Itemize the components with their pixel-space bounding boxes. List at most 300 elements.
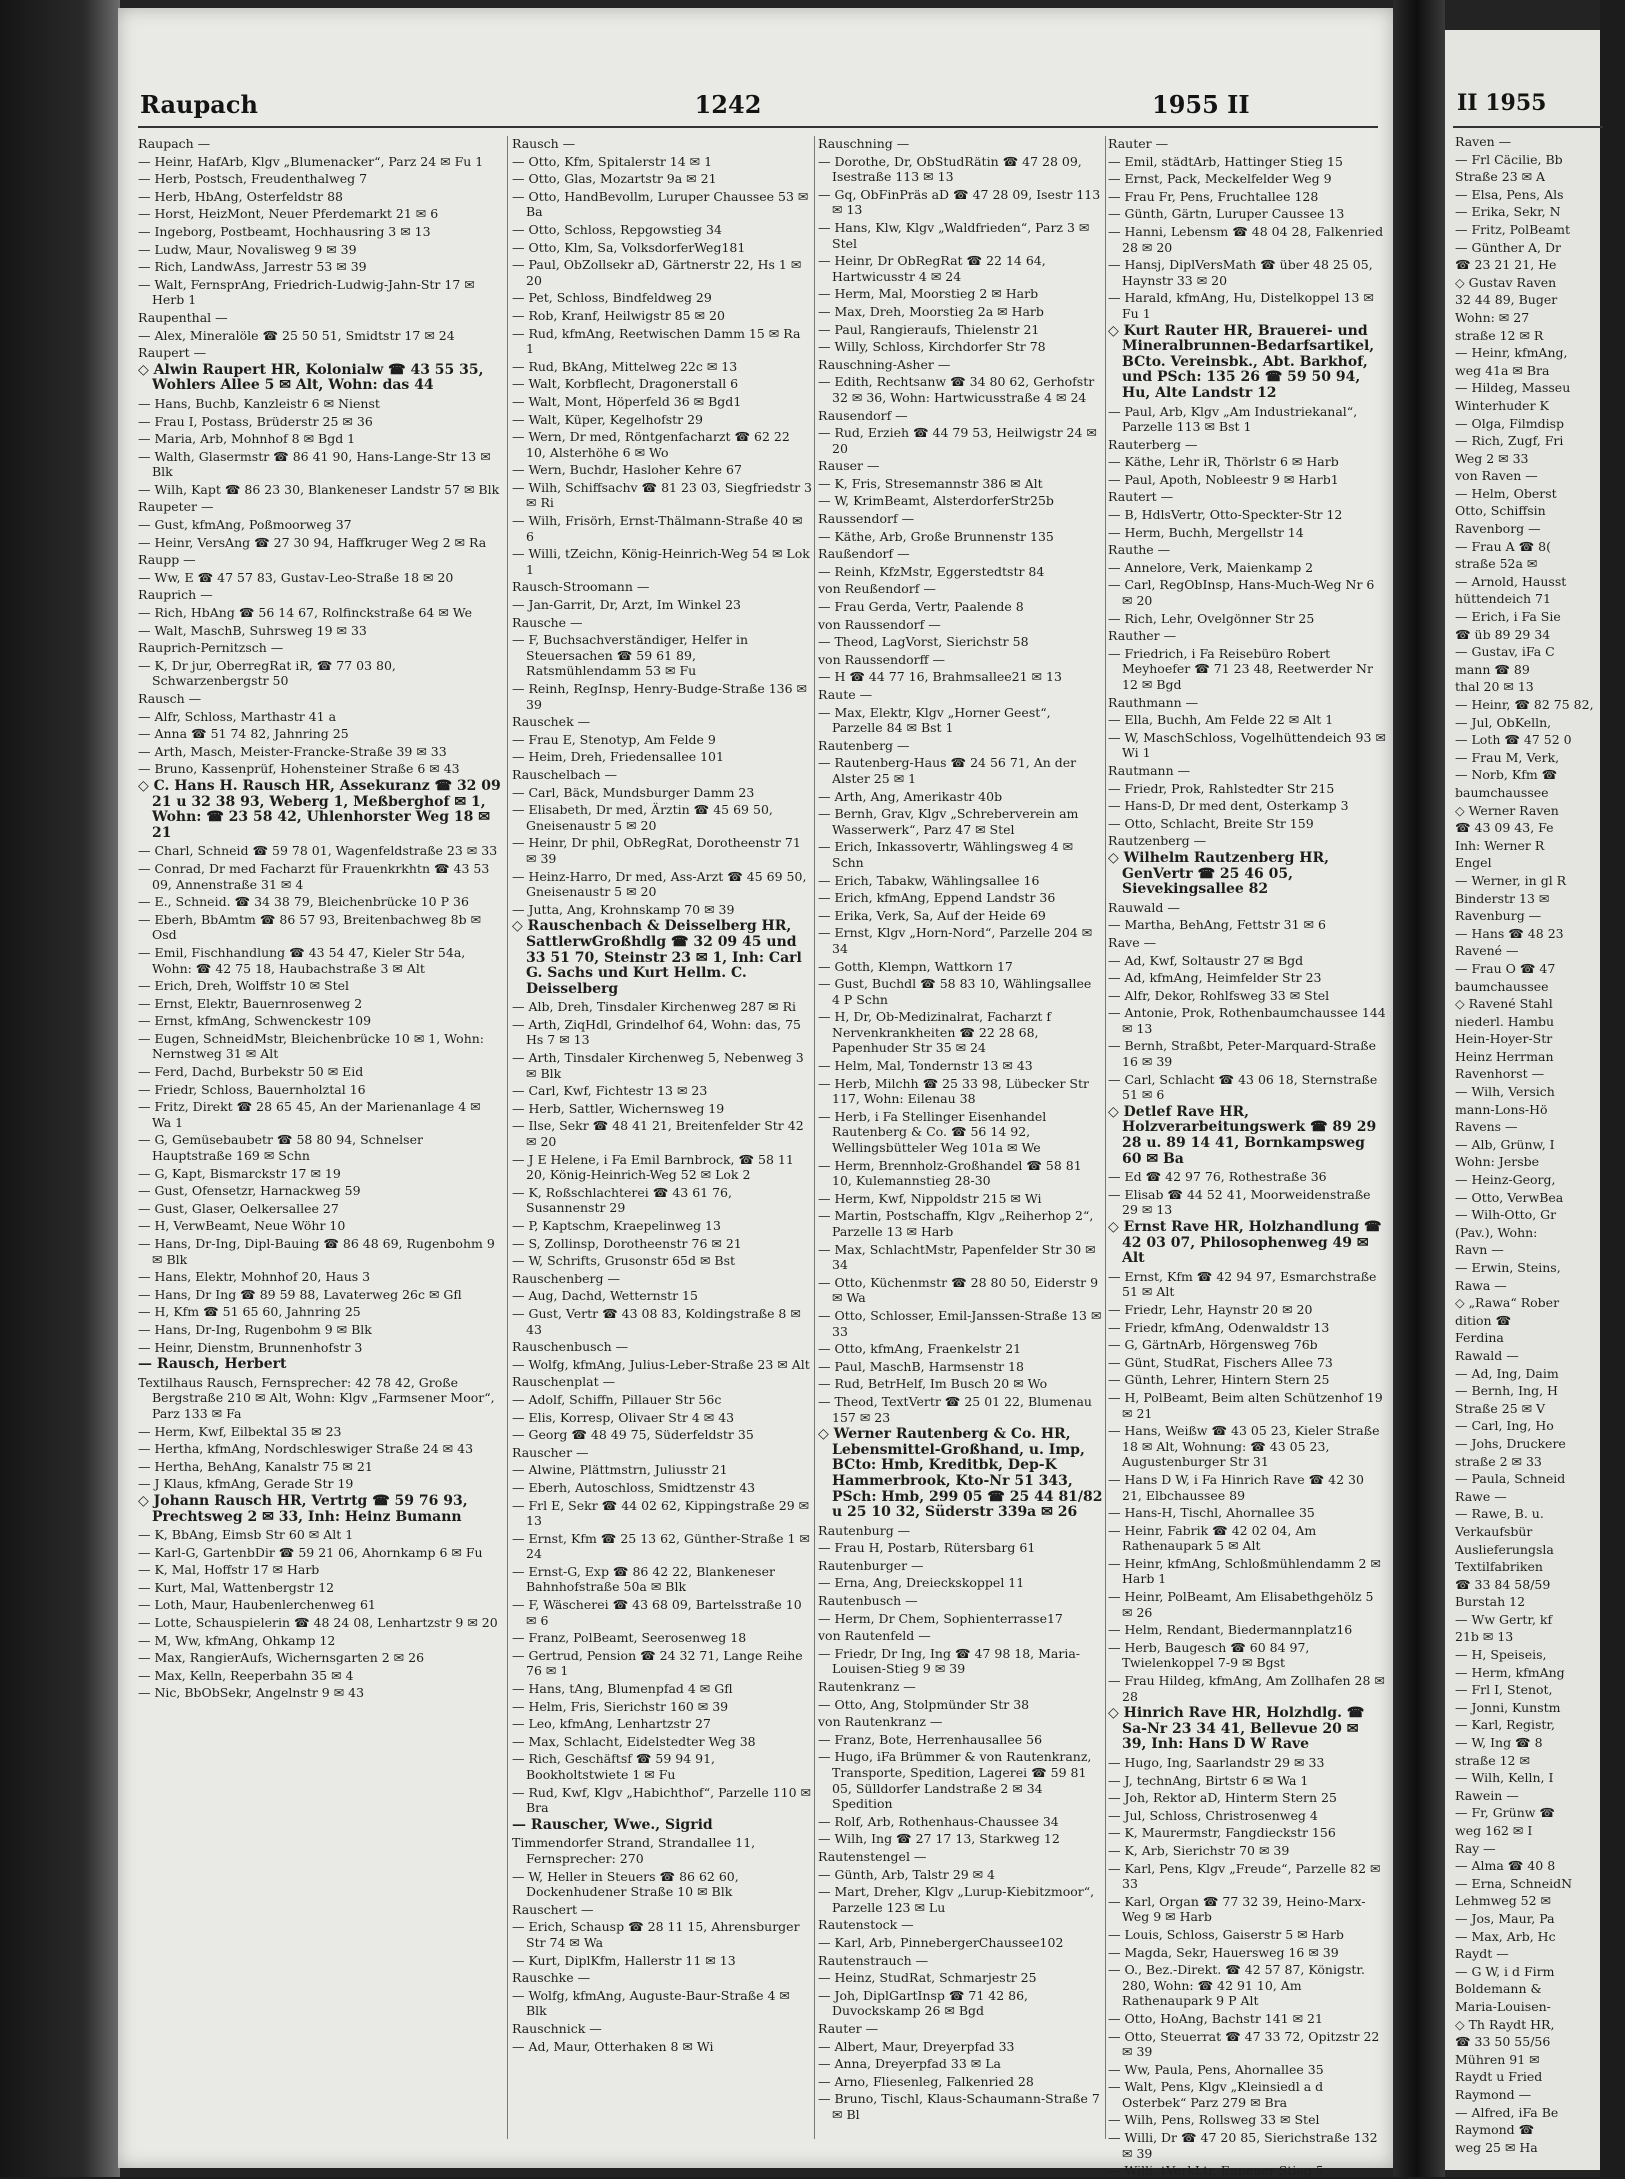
directory-entry: — Olga, Filmdisp bbox=[1455, 415, 1565, 431]
directory-entry: — Antonie, Prok, Rothenbaumchaussee 144 ✉ 13 bbox=[1108, 1005, 1386, 1036]
directory-entry: — Adolf, Schiffn, Pillauer Str 56c bbox=[512, 1391, 722, 1407]
directory-entry: — Karl, Registr, bbox=[1455, 1717, 1556, 1733]
directory-entry: — Otto, Schlosser, Emil-Janssen-Straße 13 ✉ 33 bbox=[818, 1307, 1102, 1339]
directory-entry: (Pav.), Wohn: bbox=[1455, 1224, 1538, 1240]
directory-entry: — Jonni, Kunstm bbox=[1455, 1699, 1561, 1715]
directory-entry: Rausch — bbox=[138, 691, 202, 706]
directory-entry: — Hugo, Ing, Saarlandstr 29 ✉ 33 bbox=[1108, 1755, 1325, 1770]
directory-entry: — Gust, Buchdl ☎ 58 83 10, Wählingsallee 4 P Schn bbox=[818, 976, 1092, 1007]
directory-entry: Raussendorf — bbox=[818, 511, 915, 527]
directory-entry: — Fritz, PolBeamt bbox=[1455, 221, 1571, 237]
directory-entry: — Ludw, Maur, Novalisweg 9 ✉ 39 bbox=[138, 241, 357, 257]
directory-entry: — Rud, BetrHelf, Im Busch 20 ✉ Wo bbox=[818, 1376, 1048, 1392]
directory-entry: — Hans-D, Dr med dent, Osterkamp 3 bbox=[1108, 798, 1349, 814]
directory-entry: — Otto, Klm, Sa, VolksdorferWeg181 bbox=[512, 239, 746, 255]
directory-entry: — Alb, Dreh, Tinsdaler Kirchenweg 287 ✉ Ri bbox=[512, 999, 797, 1015]
directory-entry: — Ad, Ing, Daim bbox=[1455, 1365, 1559, 1381]
directory-entry: — Arnold, Hausst bbox=[1455, 573, 1567, 589]
directory-entry: — Herm, Kwf, Nippoldstr 215 ✉ Wi bbox=[818, 1190, 1042, 1206]
directory-column-4 bbox=[1108, 136, 1386, 2179]
directory-entry: Ravenborg — bbox=[1455, 521, 1541, 537]
directory-entry: — K, BbAng, Eimsb Str 60 ✉ Alt 1 bbox=[138, 1527, 354, 1543]
directory-entry: ☎ 33 50 55/56 bbox=[1455, 2034, 1551, 2050]
directory-entry: Lehmweg 52 ✉ bbox=[1455, 1893, 1552, 1909]
directory-entry: Ravenhorst — bbox=[1455, 1066, 1545, 1082]
directory-entry: — E., Schneid. ☎ 34 38 79, Bleichenbrücke 10 P 36 bbox=[138, 894, 469, 910]
directory-entry: — Heinr, ☎ 82 75 82, bbox=[1455, 697, 1594, 712]
directory-entry: — Magda, Sekr, Hauersweg 16 ✉ 39 bbox=[1108, 1944, 1339, 1960]
directory-entry: von Raussendorf — bbox=[818, 616, 941, 632]
directory-entry: — Leo, kfmAng, Lenhartzstr 27 bbox=[512, 1716, 711, 1732]
column-divider bbox=[507, 136, 508, 2139]
directory-entry: — Herm, Dr Chem, Sophienterrasse17 bbox=[818, 1610, 1063, 1626]
directory-entry: — Kurt, Mal, Wattenbergstr 12 bbox=[138, 1579, 335, 1595]
directory-entry: — Käthe, Lehr iR, Thörlstr 6 ✉ Harb bbox=[1108, 454, 1339, 470]
directory-entry: Ravenburg — bbox=[1455, 908, 1542, 924]
column-divider bbox=[1105, 136, 1106, 2139]
directory-entry: — Joh, Rektor aD, Hinterm Stern 25 bbox=[1108, 1790, 1337, 1806]
directory-entry: — Wolfg, kfmAng, Julius-Leber-Straße 23 ✉ Alt bbox=[512, 1356, 810, 1372]
directory-entry: — Herb, Milchh ☎ 25 33 98, Lübecker Str 117, Wohn: Eilenau 38 bbox=[818, 1075, 1089, 1107]
directory-entry: — Frl E, Sekr ☎ 44 02 62, Kippingstraße 29 ✉ 13 bbox=[512, 1497, 810, 1529]
directory-entry: — Käthe, Arb, Große Brunnenstr 135 bbox=[818, 528, 1054, 544]
directory-entry: — Hans, Dr Ing ☎ 89 59 88, Lavaterweg 26c ✉ Gfl bbox=[138, 1286, 462, 1302]
directory-entry: — Bernh, Ing, H bbox=[1455, 1383, 1558, 1399]
directory-entry: — Edith, Rechtsanw ☎ 34 80 62, Gerhofstr 32 ✉ 36, Wohn: Hartwicusstraße 4 ✉ 24 bbox=[818, 374, 1095, 405]
directory-entry: ◇ Werner Rautenberg & Co. HR, Lebensmittel-Großhand, u. Imp, BCto: Hmb, Kreditbk, Dep-K Hammerbrook, Kto-Nr 51 343, PSch: Hmb, 299 05 ☎ 25 44 81/82 u 25 10 32, Süderstr 339a ✉ 26 bbox=[818, 1426, 1103, 1521]
directory-entry: Otto, Schiffsin bbox=[1455, 503, 1546, 519]
directory-entry: — B, HdlsVertr, Otto-Speckter-Str 12 bbox=[1108, 507, 1343, 523]
directory-entry: — Norb, Kfm ☎ bbox=[1455, 767, 1558, 783]
directory-entry: Raupp — bbox=[138, 552, 196, 568]
directory-entry: — H, PolBeamt, Beim alten Schützenhof 19 ✉ 21 bbox=[1108, 1389, 1383, 1421]
directory-entry: — Ww Gertr, kf bbox=[1455, 1611, 1553, 1627]
directory-entry: — Herm, kfmAng bbox=[1455, 1664, 1565, 1680]
directory-entry: — Carl, Kwf, Fichtestr 13 ✉ 23 bbox=[512, 1083, 708, 1099]
directory-entry: — Otto, Kfm, Spitalerstr 14 ✉ 1 bbox=[512, 153, 713, 169]
directory-entry: — Herm, Buchh, Mergellstr 14 bbox=[1108, 524, 1304, 540]
directory-entry: — Karl, Pens, Klgv „Freude“, Parzelle 82 ✉ 33 bbox=[1108, 1860, 1381, 1892]
directory-entry: — Friedr, Schloss, Bauernholztal 16 bbox=[138, 1081, 366, 1097]
directory-entry: — Heinr, Dienstm, Brunnenhofstr 3 bbox=[138, 1339, 363, 1355]
directory-entry: — Paul, Rangieraufs, Thielenstr 21 bbox=[818, 321, 1040, 337]
directory-entry: — Erika, Verk, Sa, Auf der Heide 69 bbox=[818, 907, 1046, 923]
directory-entry: Winterhuder K bbox=[1455, 397, 1549, 413]
directory-entry: — Alfr, Schloss, Marthastr 41 a bbox=[138, 708, 337, 724]
directory-entry: hüttendeich 71 bbox=[1455, 591, 1551, 607]
adjacent-page-head: II 1955 bbox=[1457, 90, 1547, 116]
directory-entry: Burstah 12 bbox=[1455, 1594, 1526, 1610]
directory-entry: Rautzenberg — bbox=[1108, 833, 1207, 849]
directory-entry: ◇ Wilhelm Rautzenberg HR, GenVertr ☎ 25 46 05, Sievekingsallee 82 bbox=[1108, 849, 1330, 898]
directory-entry: — Frl I, Stenot, bbox=[1455, 1682, 1553, 1698]
directory-entry: — Otto, Ang, Stolpmünder Str 38 bbox=[818, 1696, 1030, 1712]
directory-entry: — M, Ww, kfmAng, Ohkamp 12 bbox=[138, 1632, 336, 1648]
directory-entry: — Arth, Ang, Amerikastr 40b bbox=[818, 788, 1003, 804]
directory-entry: — Otto, Küchenmstr ☎ 28 80 50, Eiderstr 9 ✉ Wa bbox=[818, 1274, 1099, 1306]
directory-entry: — Ernst, Klgv „Horn-Nord“, Parzelle 204 ✉ 34 bbox=[818, 925, 1093, 956]
directory-entry: — Hansj, DiplVersMath ☎ über 48 25 05, Haynstr 33 ✉ 20 bbox=[1108, 257, 1373, 288]
directory-entry: — Hans, tAng, Blumenpfad 4 ✉ Gfl bbox=[512, 1681, 733, 1697]
directory-entry: — Frau M, Verk, bbox=[1455, 749, 1560, 765]
directory-entry: — Paul, ObZollsekr aD, Gärtnerstr 22, Hs 1 ✉ 20 bbox=[512, 257, 802, 288]
directory-entry: Rauter — bbox=[818, 2020, 879, 2036]
directory-entry: — Emil, Fischhandlung ☎ 43 54 47, Kieler Str 54a, Wohn: ☎ 42 75 18, Haubachstraße 3 ✉ Alt bbox=[138, 944, 466, 976]
directory-entry: Rauschnick — bbox=[512, 2020, 602, 2036]
directory-entry: ◇ Alwin Raupert HR, Kolonialw ☎ 43 55 35, Wohlers Allee 5 ✉ Alt, Wohn: das 44 bbox=[138, 361, 484, 394]
directory-entry: — G, Kapt, Bismarckstr 17 ✉ 19 bbox=[138, 1165, 341, 1181]
directory-entry: — Bruno, Tischl, Klaus-Schaumann-Straße 7 ✉ Bl bbox=[818, 2091, 1100, 2122]
directory-entry: — Hertha, kfmAng, Nordschleswiger Straße 24 ✉ 43 bbox=[138, 1441, 474, 1457]
directory-entry: ◇ Ernst Rave HR, Holzhandlung ☎ 42 03 07, Philosophenweg 49 ✉ Alt bbox=[1108, 1219, 1382, 1267]
directory-entry: ◇ Detlef Rave HR, Holzverarbeitungswerk ☎ 89 29 28 u. 89 14 41, Bornkampsweg 60 ✉ Ba bbox=[1108, 1103, 1377, 1167]
directory-entry: — Erich, Inkassovertr, Wählingsweg 4 ✉ Schn bbox=[818, 839, 1074, 870]
directory-entry: — Wilh, Frisörh, Ernst-Thälmann-Straße 40 ✉ 6 bbox=[512, 513, 803, 544]
directory-entry: — Gertrud, Pension ☎ 24 32 71, Lange Reihe 76 ✉ 1 bbox=[512, 1647, 803, 1679]
directory-entry: Raven — bbox=[1455, 134, 1512, 149]
directory-entry: Raydt — bbox=[1455, 1946, 1509, 1962]
adjacent-page bbox=[1445, 30, 1600, 2170]
directory-entry: — Heinr, Fabrik ☎ 42 02 04, Am Rathenaupark 5 ✉ Alt bbox=[1108, 1522, 1317, 1554]
directory-entry: — Gust, Glaser, Oelkersallee 27 bbox=[138, 1200, 339, 1216]
directory-entry: — Walt, Korbflecht, Dragonerstall 6 bbox=[512, 376, 739, 392]
directory-entry: — Ingeborg, Postbeamt, Hochhausring 3 ✉ 13 bbox=[138, 223, 431, 239]
directory-entry: — W, Ing ☎ 8 bbox=[1455, 1735, 1543, 1751]
directory-entry: — Rud, kfmAng, Reetwischen Damm 15 ✉ Ra 1 bbox=[512, 325, 801, 357]
directory-entry: Rautenstengel — bbox=[818, 1848, 927, 1864]
directory-entry: — Alfr, Dekor, Rohlfsweg 33 ✉ Stel bbox=[1108, 987, 1330, 1003]
directory-entry: — Rauscher, Wwe., Sigrid bbox=[512, 1816, 713, 1833]
directory-entry: — Elisabeth, Dr med, Ärztin ☎ 45 69 50, Gneisenaustr 5 ✉ 20 bbox=[512, 802, 773, 833]
page-year-section: 1955 II bbox=[1152, 90, 1250, 119]
directory-entry: — G, Gemüsebaubetr ☎ 58 80 94, Schnelser Hauptstraße 169 ✉ Schn bbox=[138, 1132, 423, 1164]
directory-entry: — Gust, Ofensetzr, Harnackweg 59 bbox=[138, 1183, 361, 1199]
directory-entry: Verkaufsbür bbox=[1455, 1523, 1533, 1539]
directory-entry: — H, Speiseis, bbox=[1455, 1647, 1547, 1663]
directory-entry: — Ernst, Kfm ☎ 25 13 62, Günther-Straße 1 ✉ 24 bbox=[512, 1530, 810, 1562]
directory-entry: Rauprich-Pernitzsch — bbox=[138, 640, 284, 656]
directory-entry: — Frau O ☎ 47 bbox=[1455, 960, 1556, 976]
directory-entry: — Max, Elektr, Klgv „Horner Geest“, Parzelle 84 ✉ Bst 1 bbox=[818, 704, 1051, 736]
directory-entry: — Franz, Bote, Herrenhausallee 56 bbox=[818, 1731, 1043, 1747]
directory-entry: — Erich, Schausp ☎ 28 11 15, Ahrensburger Str 74 ✉ Wa bbox=[512, 1919, 800, 1950]
directory-entry: ◇ Gustav Raven bbox=[1455, 274, 1557, 290]
directory-entry: straße 12 ✉ R bbox=[1455, 327, 1544, 343]
directory-entry: — Jul, Schloss, Christrosenweg 4 bbox=[1108, 1807, 1318, 1823]
directory-entry: von Rautenkranz — bbox=[818, 1714, 943, 1730]
directory-entry: — Gustav, iFa C bbox=[1455, 644, 1555, 660]
directory-entry: — Rolf, Arb, Rothenhaus-Chaussee 34 bbox=[818, 1813, 1059, 1829]
directory-entry: Rauschenbusch — bbox=[512, 1339, 629, 1355]
directory-entry: Rausendorf — bbox=[818, 407, 908, 423]
directory-entry: Ravens — bbox=[1455, 1119, 1518, 1135]
directory-entry: — Hans, Buchb, Kanzleistr 6 ✉ Nienst bbox=[138, 395, 380, 411]
directory-entry: — Elisab ☎ 44 52 41, Moorweidenstraße 29 ✉ 13 bbox=[1108, 1186, 1371, 1218]
directory-entry: — Max, Kelln, Reeperbahn 35 ✉ 4 bbox=[138, 1667, 354, 1683]
directory-entry: — Erna, Ang, Dreieckskoppel 11 bbox=[818, 1575, 1025, 1591]
directory-entry: — H ☎ 44 77 16, Brahmsallee21 ✉ 13 bbox=[818, 669, 1062, 685]
directory-entry: — Frau Fr, Pens, Fruchtallee 128 bbox=[1108, 188, 1319, 204]
directory-entry: — Wilh, Schiffsachv ☎ 81 23 03, Siegfriedstr 3 ✉ Ri bbox=[512, 479, 812, 511]
directory-entry: — Heinz-Harro, Dr med, Ass-Arzt ☎ 45 69 50, Gneisenaustr 5 ✉ 20 bbox=[512, 868, 807, 900]
directory-entry: — Aug, Dachd, Wetternstr 15 bbox=[512, 1288, 698, 1304]
directory-entry: Ravn — bbox=[1455, 1242, 1504, 1258]
directory-entry: — Otto, Schlacht, Breite Str 159 bbox=[1108, 815, 1314, 831]
directory-entry: — Günth, Lehrer, Hintern Stern 25 bbox=[1108, 1372, 1330, 1388]
directory-entry: — Helm, Mal, Tondernstr 13 ✉ 43 bbox=[818, 1058, 1033, 1074]
directory-entry: — Theod, LagVorst, Sierichstr 58 bbox=[818, 634, 1029, 650]
directory-entry: — Walt, Küper, Kegelhofstr 29 bbox=[512, 411, 704, 427]
directory-entry: Heinz Herrman bbox=[1455, 1048, 1554, 1064]
directory-entry: — Heinr, Dr ObRegRat ☎ 22 14 64, Hartwicusstr 4 ✉ 24 bbox=[818, 253, 1046, 284]
adjacent-page-column bbox=[1455, 134, 1625, 2157]
directory-entry: — Carl, Schlacht ☎ 43 06 18, Sternstraße 51 ✉ 6 bbox=[1108, 1071, 1378, 1103]
directory-entry: — Walt, FernsprAng, Friedrich-Ludwig-Jahn-Str 17 ✉ Herb 1 bbox=[138, 276, 475, 308]
directory-entry: — Wilh, Ing ☎ 27 17 13, Starkweg 12 bbox=[818, 1831, 1060, 1847]
directory-entry: — Hans, Weißw ☎ 43 05 23, Kieler Straße 18 ✉ Alt, Wohnung: ☎ 43 05 23, Augustenburger Str 31 bbox=[1108, 1423, 1380, 1470]
directory-entry: — Arth, ZiqHdl, Grindelhof 64, Wohn: das, 75 Hs 7 ✉ 13 bbox=[512, 1016, 801, 1048]
directory-entry: — Franz, PolBeamt, Seerosenweg 18 bbox=[512, 1630, 747, 1646]
directory-entry: — Ilse, Sekr ☎ 48 41 21, Breitenfelder Str 42 ✉ 20 bbox=[512, 1118, 804, 1150]
directory-entry: — Hans, Elektr, Mohnhof 20, Haus 3 bbox=[138, 1269, 371, 1285]
directory-entry: — Willi, tZeichn, König-Heinrich-Weg 54 ✉ Lok 1 bbox=[512, 546, 810, 577]
directory-entry: — Rautenberg-Haus ☎ 24 56 71, An der Alster 25 ✉ 1 bbox=[818, 755, 1077, 786]
directory-entry: — Karl, Organ ☎ 77 32 39, Heino-Marx-Weg 9 ✉ Harb bbox=[1108, 1893, 1366, 1925]
directory-entry: Raute — bbox=[818, 687, 873, 702]
directory-entry: Ferdina bbox=[1455, 1330, 1504, 1346]
directory-entry: — Willy, Schloss, Kirchdorfer Str 78 bbox=[818, 339, 1046, 355]
directory-entry: — Frau I, Postass, Brüderstr 25 ✉ 36 bbox=[138, 413, 373, 429]
directory-entry: ☎ 23 21 21, He bbox=[1455, 257, 1557, 273]
directory-entry: — Frau E, Stenotyp, Am Felde 9 bbox=[512, 731, 716, 747]
directory-entry: ◇ Hinrich Rave HR, Holzhdlg. ☎ Sa-Nr 23 34 41, Bellevue 20 ✉ 39, Inh: Hans D W Rave bbox=[1108, 1705, 1365, 1753]
directory-entry: von Reußendorf — bbox=[818, 581, 936, 597]
directory-entry: — Friedr, kfmAng, Odenwaldstr 13 bbox=[1108, 1319, 1330, 1335]
directory-entry: — Annelore, Verk, Maienkamp 2 bbox=[1108, 559, 1314, 575]
directory-entry: Raupeter — bbox=[138, 499, 214, 515]
directory-entry: — Carl, RegObInsp, Hans-Much-Weg Nr 6 ✉ 20 bbox=[1108, 577, 1375, 609]
directory-entry: — Erich, Tabakw, Wählingsallee 16 bbox=[818, 872, 1040, 888]
directory-entry: — G W, i d Firm bbox=[1455, 1963, 1555, 1979]
directory-entry: — H, VerwBeamt, Neue Wöhr 10 bbox=[138, 1218, 346, 1234]
directory-entry: — Wilh, Kapt ☎ 86 23 30, Blankeneser Landstr 57 ✉ Blk bbox=[138, 481, 500, 497]
directory-entry: — Walt, MaschB, Suhrsweg 19 ✉ 33 bbox=[138, 622, 367, 638]
directory-entry: — Erika, Sekr, N bbox=[1455, 204, 1561, 220]
directory-entry: — Rich, HbAng ☎ 56 14 67, Rolfinckstraße 64 ✉ We bbox=[138, 605, 473, 621]
directory-entry: — Erwin, Steins, bbox=[1455, 1260, 1561, 1275]
directory-entry: — Rich, Zugf, Fri bbox=[1455, 433, 1564, 449]
directory-entry: — Alma ☎ 40 8 bbox=[1455, 1858, 1556, 1874]
directory-entry: mann ☎ 89 bbox=[1455, 661, 1530, 677]
directory-entry: — Eberh, BbAmtm ☎ 86 57 93, Breitenbachweg 8b ✉ Osd bbox=[138, 911, 482, 943]
directory-entry: — Günth, Gärtn, Luruper Caussee 13 bbox=[1108, 206, 1345, 222]
directory-entry: ☎ 33 84 58/59 bbox=[1455, 1576, 1551, 1592]
directory-entry: — Ernst, Pack, Meckelfelder Weg 9 bbox=[1108, 171, 1332, 187]
directory-entry: Straße 25 ✉ V bbox=[1455, 1400, 1546, 1416]
directory-entry: — Charl, Schneid ☎ 59 78 01, Wagenfeldstraße 23 ✉ 33 bbox=[138, 843, 498, 859]
directory-entry: — Rich, LandwAss, Jarrestr 53 ✉ 39 bbox=[138, 259, 367, 275]
directory-entry: baumchaussee bbox=[1455, 978, 1549, 994]
directory-entry: — Rich, Geschäftsf ☎ 59 94 91, Bookholtstwiete 1 ✉ Fu bbox=[512, 1751, 716, 1782]
directory-entry: — Alwine, Plättmstrn, Juliusstr 21 bbox=[512, 1462, 728, 1478]
directory-entry: — J, technAng, Birtstr 6 ✉ Wa 1 bbox=[1108, 1772, 1309, 1788]
directory-entry: — Max, Schlacht, Eidelstedter Weg 38 bbox=[512, 1733, 756, 1749]
directory-entry: — Hanni, Lebensm ☎ 48 04 28, Falkenried 28 ✉ 20 bbox=[1108, 223, 1384, 255]
directory-entry: — W, Schrifts, Grusonstr 65d ✉ Bst bbox=[512, 1253, 736, 1269]
directory-column-1 bbox=[138, 136, 503, 2139]
directory-entry: — Loth ☎ 47 52 0 bbox=[1455, 732, 1572, 748]
directory-entry: weg 41a ✉ Bra bbox=[1455, 362, 1550, 378]
directory-entry: — Jul, ObKelln, bbox=[1455, 714, 1552, 730]
directory-entry: — F, Wäscherei ☎ 43 68 09, Bartelsstraße 10 ✉ 6 bbox=[512, 1597, 802, 1628]
directory-entry: — Paul, Arb, Klgv „Am Industriekanal“, Parzelle 113 ✉ Bst 1 bbox=[1108, 403, 1358, 435]
directory-entry: — Eugen, SchneidMstr, Bleichenbrücke 10 ✉ 1, Wohn: Nernstweg 31 ✉ Alt bbox=[138, 1030, 485, 1062]
directory-entry: — Gq, ObFinPräs aD ☎ 47 28 09, Isestr 113 ✉ 13 bbox=[818, 186, 1101, 218]
directory-entry: — Otto, Schloss, Repgowstieg 34 bbox=[512, 221, 722, 237]
directory-entry: — Ferd, Dachd, Burbekstr 50 ✉ Eid bbox=[138, 1064, 364, 1080]
directory-entry: — Maria, Arb, Mohnhof 8 ✉ Bgd 1 bbox=[138, 431, 356, 447]
directory-entry: — Frl Cäcilie, Bb bbox=[1455, 151, 1563, 167]
directory-entry: Rausch — bbox=[512, 136, 576, 151]
directory-entry: — Pet, Schloss, Bindfeldweg 29 bbox=[512, 290, 712, 306]
directory-entry: — Heim, Dreh, Friedensallee 101 bbox=[512, 749, 724, 765]
directory-column-2 bbox=[512, 136, 812, 2139]
directory-entry: — W, MaschSchloss, Vogelhüttendeich 93 ✉ Wi 1 bbox=[1108, 729, 1386, 761]
directory-entry: ◇ Johann Rausch HR, Vertrtg ☎ 59 76 93, Prechtsweg 2 ✉ 33, Inh: Heinz Bumann bbox=[138, 1492, 468, 1525]
directory-entry: Rautenburger — bbox=[818, 1557, 924, 1573]
header-rule bbox=[138, 126, 1378, 128]
directory-entry: Mühren 91 ✉ bbox=[1455, 2051, 1540, 2067]
directory-entry: — Arth, Masch, Meister-Francke-Straße 39 ✉ 33 bbox=[138, 743, 447, 759]
directory-entry: — K, Arb, Sierichstr 70 ✉ 39 bbox=[1108, 1842, 1290, 1858]
directory-entry: — K, Dr jur, OberregRat iR, ☎ 77 03 80, Schwarzenbergstr 50 bbox=[138, 657, 396, 689]
directory-entry: — Heinr, Dr phil, ObRegRat, Dorotheenstr 71 ✉ 39 bbox=[512, 835, 801, 866]
directory-entry: — Friedr, Lehr, Haynstr 20 ✉ 20 bbox=[1108, 1301, 1313, 1317]
directory-entry: — Erich, kfmAng, Eppend Landstr 36 bbox=[818, 890, 1056, 906]
directory-entry: — Ad, Kwf, Soltaustr 27 ✉ Bgd bbox=[1108, 952, 1304, 968]
directory-entry: — Herm, Brennholz-Großhandel ☎ 58 81 10, Kulemannstieg 28-30 bbox=[818, 1157, 1082, 1189]
directory-entry: — Max, Dreh, Moorstieg 2a ✉ Harb bbox=[818, 303, 1044, 319]
directory-entry: Ray — bbox=[1455, 1840, 1496, 1856]
directory-entry: Rauschek — bbox=[512, 714, 591, 730]
directory-entry: — Albert, Maur, Dreyerpfad 33 bbox=[818, 2038, 1015, 2054]
directory-entry: — Jutta, Ang, Krohnskamp 70 ✉ 39 bbox=[512, 901, 735, 917]
directory-entry: — Jan-Garrit, Dr, Arzt, Im Winkel 23 bbox=[512, 597, 741, 613]
directory-entry: — Walth, Glasermstr ☎ 86 41 90, Hans-Lange-Str 13 ✉ Blk bbox=[138, 448, 491, 480]
directory-entry: — Heinz, StudRat, Schmarjestr 25 bbox=[818, 1970, 1037, 1986]
directory-entry: Raydt u Fried bbox=[1455, 2069, 1543, 2085]
directory-entry: — Otto, Glas, Mozartstr 9a ✉ 21 bbox=[512, 171, 717, 187]
directory-entry: — Otto, VerwBea bbox=[1455, 1189, 1564, 1205]
directory-entry: — Willi, Dr ☎ 47 20 85, Sierichstraße 132 ✉ 39 bbox=[1108, 2130, 1378, 2161]
directory-entry: — Arth, Tinsdaler Kirchenweg 5, Nebenweg 3 ✉ Blk bbox=[512, 1050, 804, 1081]
directory-entry: — Heinr, HafArb, Klgv „Blumenacker“, Parz 24 ✉ Fu 1 bbox=[138, 153, 484, 169]
directory-entry: — S, Zollinsp, Dorotheenstr 76 ✉ 21 bbox=[512, 1235, 742, 1251]
directory-entry: Rauwald — bbox=[1108, 899, 1180, 915]
directory-entry: — Max, RangierAufs, Wichernsgarten 2 ✉ 26 bbox=[138, 1650, 425, 1666]
directory-entry: — H, Kfm ☎ 51 65 60, Jahnring 25 bbox=[138, 1304, 361, 1320]
directory-entry: Straße 23 ✉ A bbox=[1455, 169, 1546, 185]
directory-entry: Engel bbox=[1455, 855, 1492, 871]
directory-entry: — Günth, Arb, Talstr 29 ✉ 4 bbox=[818, 1866, 996, 1882]
directory-entry: — Elsa, Pens, Als bbox=[1455, 186, 1564, 202]
directory-entry: von Raven — bbox=[1455, 468, 1538, 484]
directory-entry: Wohn: Jersbe bbox=[1455, 1154, 1540, 1170]
directory-entry: — Gust, Vertr ☎ 43 08 83, Koldingstraße 8 ✉ 43 bbox=[512, 1305, 801, 1337]
directory-entry: — Reinh, KfzMstr, Eggerstedtstr 84 bbox=[818, 563, 1045, 579]
directory-entry: — Helm, Rendant, Biedermannplatz16 bbox=[1108, 1622, 1353, 1638]
directory-entry: — Alfred, iFa Be bbox=[1455, 2104, 1559, 2120]
directory-entry: — Paula, Schneid bbox=[1455, 1471, 1566, 1487]
directory-entry: — Rausch, Herbert bbox=[138, 1356, 287, 1373]
directory-entry: — K, Mal, Hoffstr 17 ✉ Harb bbox=[138, 1562, 320, 1578]
directory-entry: — Heinr, PolBeamt, Am Elisabethgehölz 5 ✉ 26 bbox=[1108, 1589, 1374, 1620]
directory-entry: Weg 2 ✉ 33 bbox=[1455, 450, 1529, 466]
directory-entry: — P, Kaptschm, Kraepelinweg 13 bbox=[512, 1218, 721, 1233]
directory-entry: Rauscher — bbox=[512, 1444, 589, 1460]
directory-entry: — J E Helene, i Fa Emil Barnbrock, ☎ 58 11 20, König-Heinrich-Weg 52 ✉ Lok 2 bbox=[512, 1151, 794, 1183]
directory-entry: Raupert — bbox=[138, 345, 207, 361]
directory-entry: Timmendorfer Strand, Strandallee 11, Fernsprecher: 270 bbox=[512, 1835, 756, 1866]
directory-entry: — Rud, Kwf, Klgv „Habichthof“, Parzelle 110 ✉ Bra bbox=[512, 1784, 812, 1816]
page-running-head: Raupach bbox=[140, 90, 258, 119]
directory-entry: — Heinr, VersAng ☎ 27 30 94, Haffkruger Weg 2 ✉ Ra bbox=[138, 534, 487, 550]
directory-entry: — Harald, kfmAng, Hu, Distelkoppel 13 ✉ Fu 1 bbox=[1108, 290, 1374, 321]
directory-entry: — Herb, i Fa Stellinger Eisenhandel Rautenberg & Co. ☎ 56 14 92, Wellingsbütteler Weg 101a ✉ We bbox=[818, 1108, 1047, 1156]
directory-entry: — Paul, MaschB, Harmsenstr 18 bbox=[818, 1358, 1024, 1374]
adjacent-header-rule bbox=[1453, 126, 1603, 128]
directory-entry: Rautenbusch — bbox=[818, 1593, 918, 1609]
directory-entry: — Hans ☎ 48 23 bbox=[1455, 925, 1564, 941]
directory-entry: — Herb, HbAng, Osterfeldstr 88 bbox=[138, 188, 343, 204]
directory-entry: Raußendorf — bbox=[818, 546, 910, 562]
directory-entry: — Rich, Lehr, Ovelgönner Str 25 bbox=[1108, 610, 1315, 626]
directory-entry: ◇ Kurt Rauter HR, Brauerei- und Mineralbrunnen-Bedarfsartikel, BCto. Vereinsbk., Abt. Barkhof, und PSch: 135 26 ☎ 59 50 94, Hu, Alte Landstr 12 bbox=[1108, 322, 1375, 401]
directory-entry: Rautenberg — bbox=[818, 737, 910, 753]
directory-entry: Rauschke — bbox=[512, 1970, 591, 1986]
directory-entry: — Herm, Mal, Moorstieg 2 ✉ Harb bbox=[818, 286, 1039, 302]
directory-entry: — Hildeg, Masseu bbox=[1455, 380, 1571, 396]
directory-entry: — Alex, Mineralöle ☎ 25 50 51, Smidtstr 17 ✉ 24 bbox=[138, 327, 455, 343]
directory-entry: Raymond ☎ bbox=[1455, 2122, 1535, 2138]
directory-entry: — Ww, E ☎ 47 57 83, Gustav-Leo-Straße 18 ✉ 20 bbox=[138, 569, 454, 585]
directory-entry: — Hans, Klw, Klgv „Waldfrieden“, Parz 3 ✉ Stel bbox=[818, 219, 1090, 251]
directory-entry: — Frau Hildeg, kfmAng, Am Zollhafen 28 ✉ 28 bbox=[1108, 1673, 1385, 1704]
directory-entry: — Bruno, Kassenprüf, Hohensteiner Straße 6 ✉ 43 bbox=[138, 761, 460, 777]
directory-entry: — Martin, Postschaffn, Klgv „Reiherhop 2“, Parzelle 13 ✉ Harb bbox=[818, 1208, 1094, 1239]
directory-entry: — H, Dr, Ob-Medizinalrat, Facharzt f Nervenkrankheiten ☎ 22 28 68, Papenhuder Str 35 ✉ 24 bbox=[818, 1009, 1052, 1056]
directory-entry: — Werner, in gl R bbox=[1455, 872, 1567, 888]
directory-entry: — Louis, Schloss, Gaiserstr 5 ✉ Harb bbox=[1108, 1926, 1344, 1942]
directory-entry: Rauschenplat — bbox=[512, 1374, 616, 1390]
column-divider bbox=[814, 136, 815, 2139]
directory-entry: — Ernst, Elektr, Bauernrosenweg 2 bbox=[138, 995, 363, 1011]
directory-entry: — Karl, Arb, PinnebergerChaussee102 bbox=[818, 1934, 1064, 1950]
directory-entry: Rauschert — bbox=[512, 1901, 594, 1917]
directory-column-3 bbox=[818, 136, 1103, 2139]
directory-entry: — Ad, kfmAng, Heimfelder Str 23 bbox=[1108, 970, 1322, 986]
directory-entry: — Heinz-Georg, bbox=[1455, 1172, 1556, 1188]
directory-entry: — Ww, Paula, Pens, Ahornallee 35 bbox=[1108, 2061, 1324, 2077]
directory-entry: Rawein — bbox=[1455, 1787, 1519, 1803]
directory-entry: — Hertha, BehAng, Kanalstr 75 ✉ 21 bbox=[138, 1458, 373, 1474]
directory-entry: — Wilh, Versich bbox=[1455, 1084, 1555, 1100]
directory-entry: — Fritz, Direkt ☎ 28 65 45, An der Marienanlage 4 ✉ Wa 1 bbox=[138, 1099, 481, 1130]
directory-entry: Inh: Werner R bbox=[1455, 837, 1545, 853]
directory-entry: Rausche — bbox=[512, 614, 583, 630]
directory-entry: — Martha, BehAng, Fettstr 31 ✉ 6 bbox=[1108, 917, 1326, 933]
directory-entry: — Friedr, Prok, Rahlstedter Str 215 bbox=[1108, 780, 1335, 796]
